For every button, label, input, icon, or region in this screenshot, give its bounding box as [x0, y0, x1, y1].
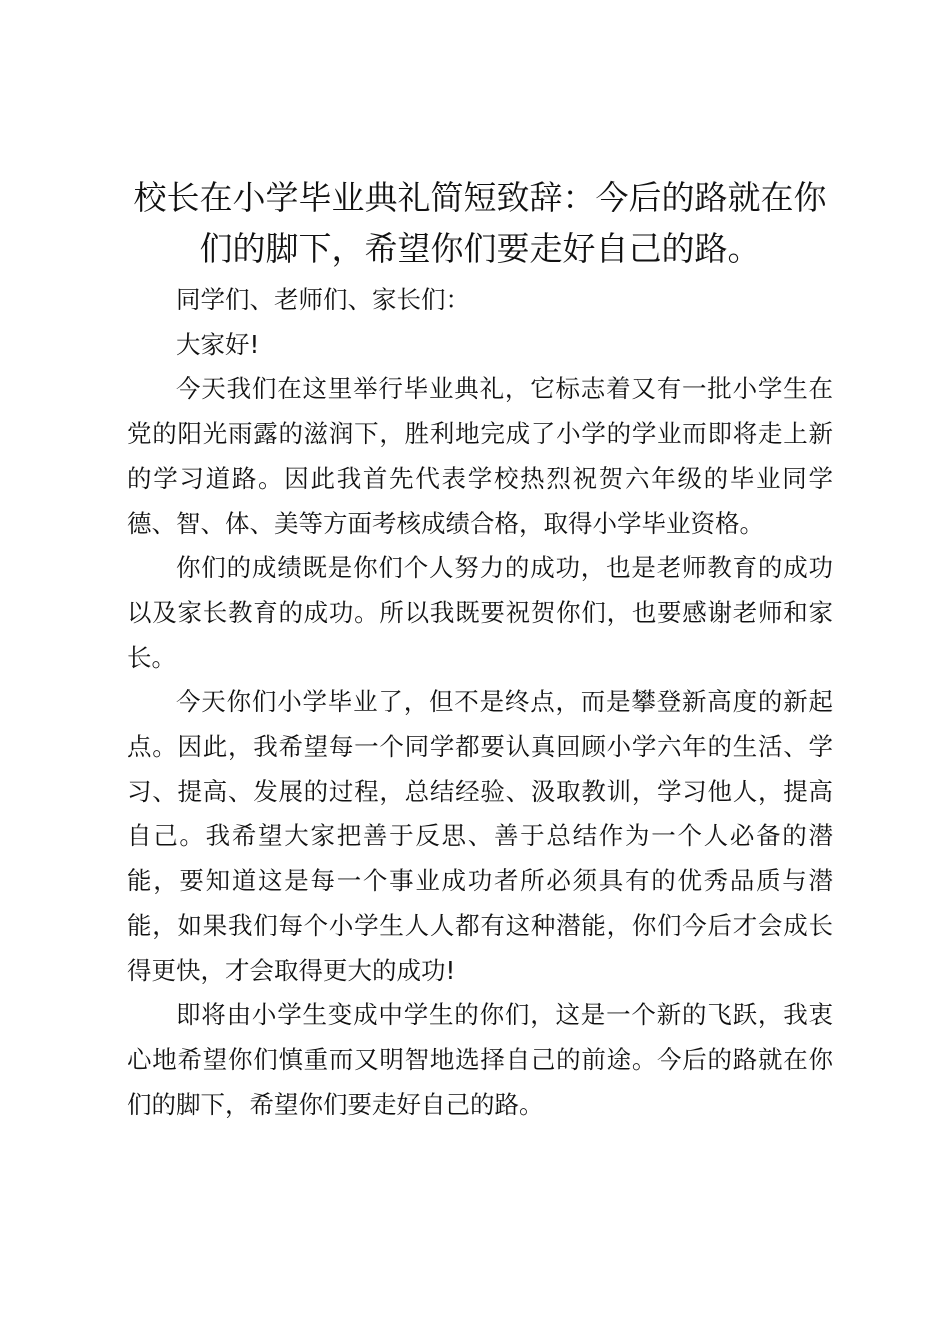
paragraph-4: 即将由小学生变成中学生的你们，这是一个新的飞跃，我衷心地希望你们慎重而又明智地选择自己的前途。今后的路就在你们的脚下，希望你们要走好自己的路。 [127, 1000, 833, 1119]
paragraph-1: 今天我们在这里举行毕业典礼，它标志着又有一批小学生在党的阳光雨露的滋润下，胜利地完成了小学的学业而即将走上新的学习道路。因此我首先代表学校热烈祝贺六年级的毕业同学德、智、体、美等方面考核成绩合格，取得小学毕业资格。 [127, 374, 833, 538]
salutation: 同学们、老师们、家长们： [176, 285, 470, 314]
paragraph-3: 今天你们小学毕业了，但不是终点，而是攀登新高度的新起点。因此，我希望每一个同学都要认真回顾小学六年的生活、学习、提高、发展的过程，总结经验、汲取教训，学习他人，提高自己。我希望大家把善于反思、善于总结作为一个人必备的潜能，要知道这是每一个事业成功者所必须具有的优秀品质与潜能，如果我们每个小学生人人都有这种潜能，你们今后才会成长得更快，才会取得更大的成功! [127, 687, 833, 985]
paragraph-2: 你们的成绩既是你们个人努力的成功，也是老师教育的成功以及家长教育的成功。所以我既要祝贺你们，也要感谢老师和家长。 [127, 553, 833, 672]
greeting: 大家好! [176, 329, 260, 359]
document-body [127, 172, 833, 1127]
document-title: 校长在小学毕业典礼简短致辞：今后的路就在你们的脚下，希望你们要走好自己的路。 [133, 178, 827, 268]
